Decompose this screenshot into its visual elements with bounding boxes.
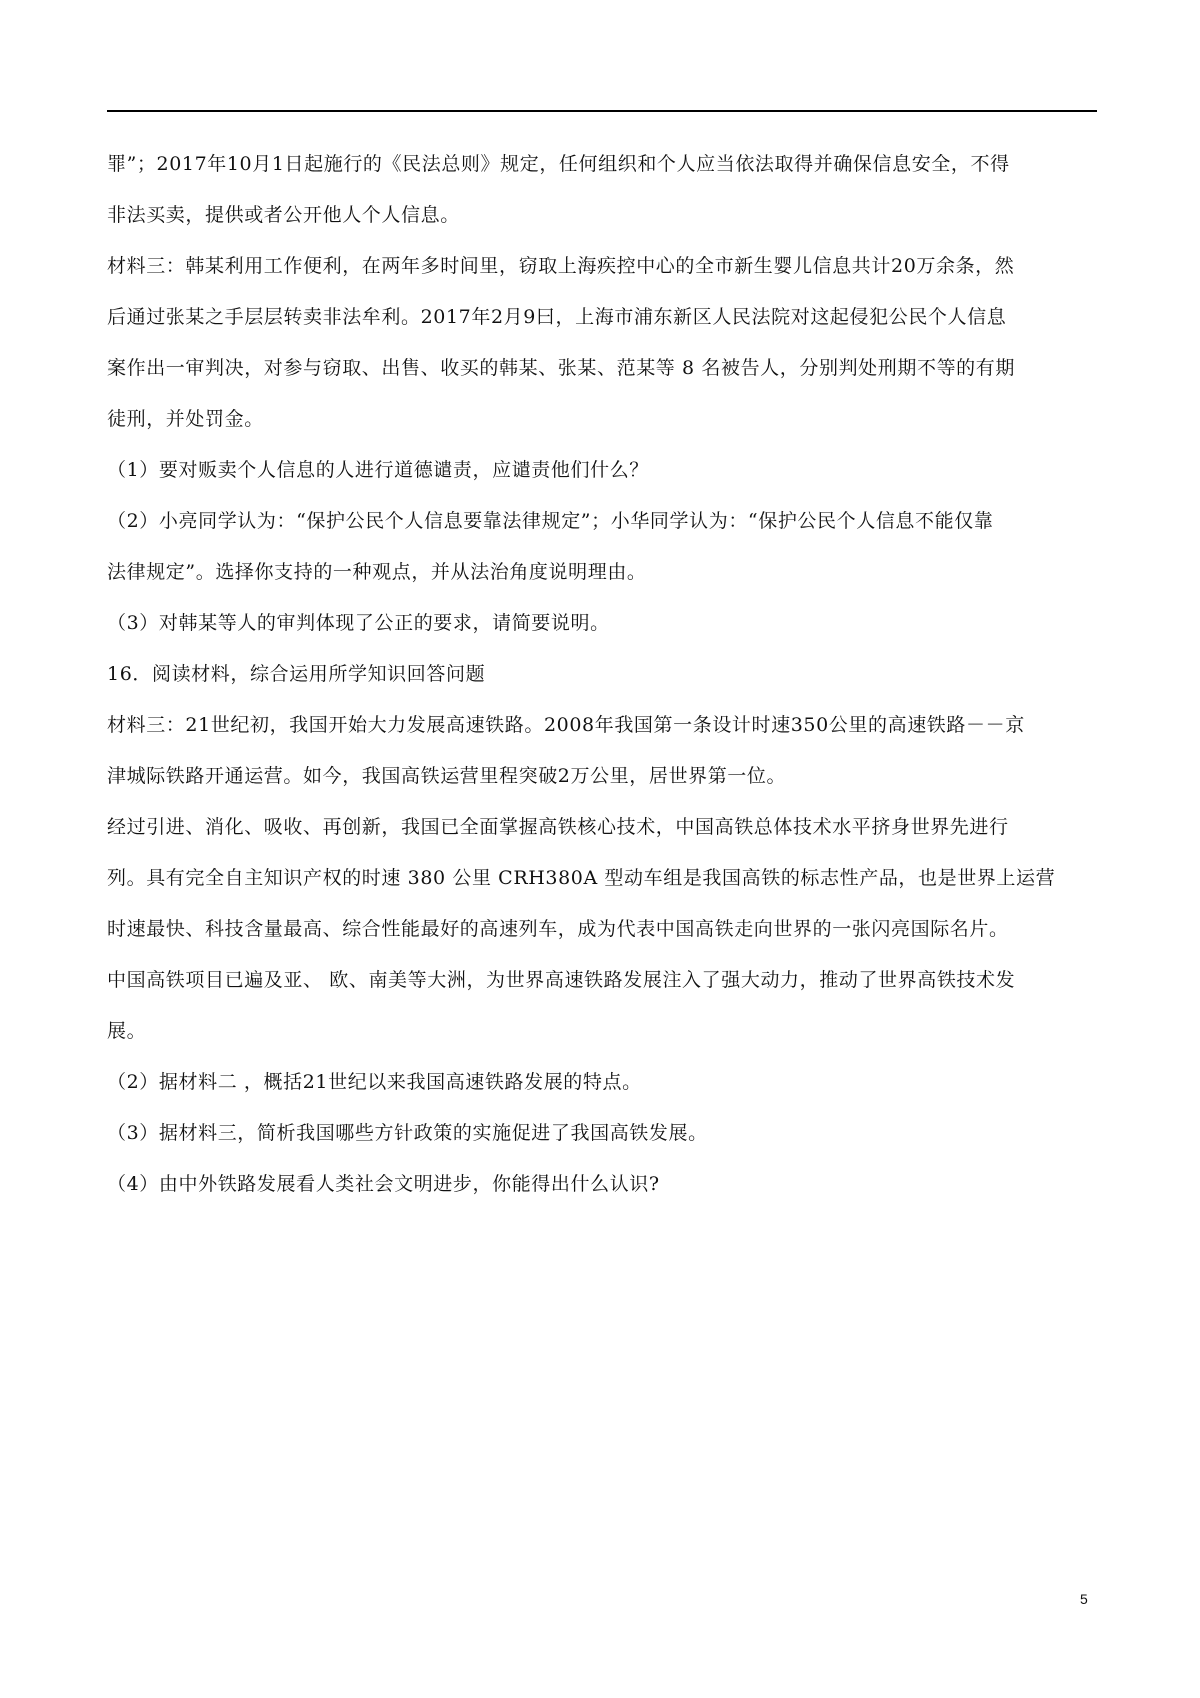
text-line: 案作出一审判决，对参与窃取、出售、收买的韩某、张某、范某等 8 名被告人，分别判处刑期不等的有期: [107, 357, 1015, 379]
text-line: 中国高铁项目已遍及亚、 欧、南美等大洲，为世界高速铁路发展注入了强大动力，推动了世界高铁技术发: [107, 969, 1016, 991]
question-1: （1）要对贩卖个人信息的人进行道德谴责，应谴责他们什么？: [107, 459, 649, 481]
question-16-4: （4）由中外铁路发展看人类社会文明进步，你能得出什么认识?: [107, 1173, 660, 1195]
document-body: [107, 146, 1097, 1217]
text-line: 时速最快、科技含量最高、综合性能最好的高速列车，成为代表中国高铁走向世界的一张闪亮国际名片。: [107, 918, 1009, 940]
question-16-heading: 16．阅读材料，综合运用所学知识回答问题: [107, 663, 486, 685]
question-16-3: （3）据材料三，简析我国哪些方针政策的实施促进了我国高铁发展。: [107, 1122, 708, 1144]
text-line: 津城际铁路开通运营。如今，我国高铁运营里程突破2万公里，居世界第一位。: [107, 765, 787, 787]
text-line: 徒刑，并处罚金。: [107, 408, 264, 430]
question-2: （2）小亮同学认为：“保护公民个人信息要靠法律规定”；小华同学认为：“保护公民个人信息不能仅靠: [107, 510, 994, 532]
text-line: 材料三：21世纪初，我国开始大力发展高速铁路。2008年我国第一条设计时速350公里的高速铁路－－京: [107, 714, 1025, 736]
text-line: 罪”；2017年10月1日起施行的《民法总则》规定，任何组织和个人应当依法取得并确保信息安全，不得: [107, 153, 1010, 175]
text-line: 经过引进、消化、吸收、再创新，我国已全面掌握高铁核心技术，中国高铁总体技术水平挤身世界先进行: [107, 816, 1009, 838]
question-3: （3）对韩某等人的审判体现了公正的要求，请简要说明。: [107, 612, 610, 634]
text-line: 展。: [107, 1020, 147, 1042]
text-line: 列。具有完全自主知识产权的时速 380 公里 CRH380A 型动车组是我国高铁的标志性产品，也是世界上运营: [107, 867, 1056, 889]
text-line: 法律规定”。选择你支持的一种观点，并从法治角度说明理由。: [107, 561, 647, 583]
header-rule: [107, 110, 1097, 112]
page-number: 5: [1080, 1591, 1088, 1607]
text-line: 非法买卖，提供或者公开他人个人信息。: [107, 204, 460, 226]
text-line: 后通过张某之手层层转卖非法牟利。2017年2月9曰，上海市浦东新区人民法院对这起侵犯公民个人信息: [107, 306, 1007, 328]
text-line: 材料三：韩某利用工作便利，在两年多时间里，窃取上海疾控中心的全市新生婴儿信息共计20万余条，然: [107, 255, 1015, 277]
question-16-2: （2）据材料二 ，概括21世纪以来我国高速铁路发展的特点。: [107, 1071, 642, 1093]
